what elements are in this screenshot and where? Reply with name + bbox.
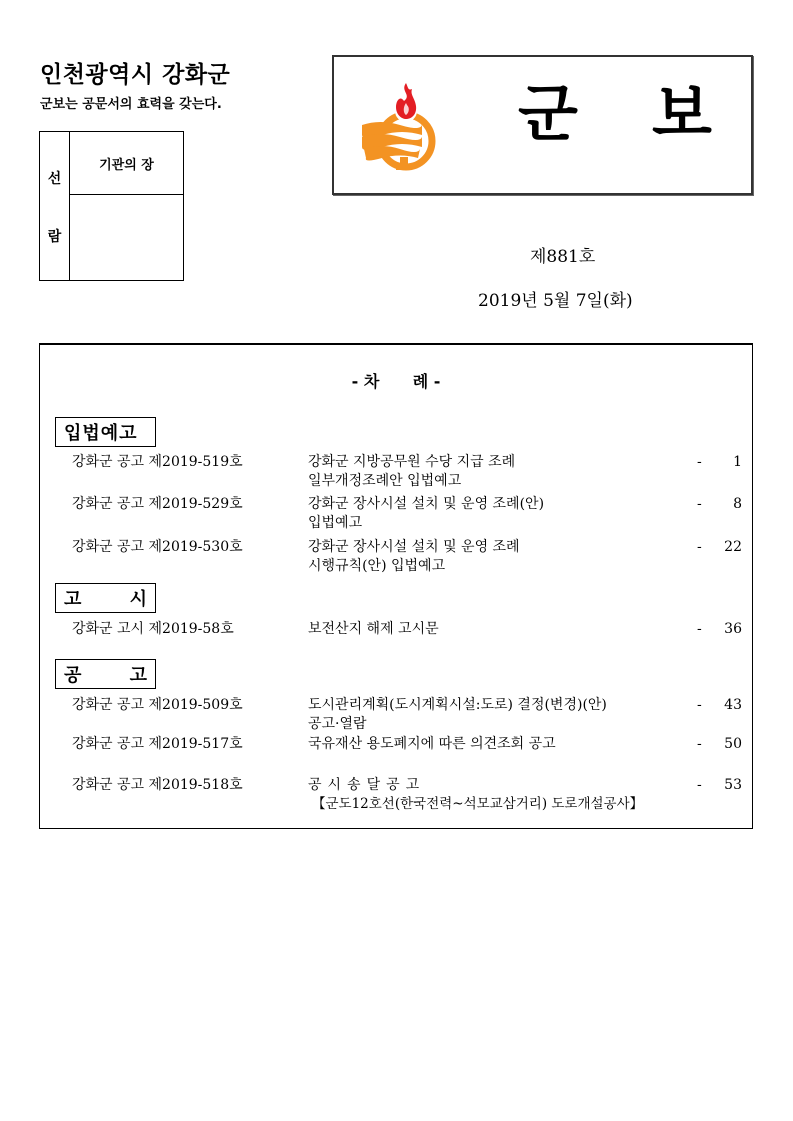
entry-dash: -: [697, 697, 702, 713]
entry-dash: -: [697, 777, 702, 793]
entry-title: 보전산지 해제 고시문: [308, 621, 439, 637]
entry-page-number: 8: [733, 496, 742, 512]
entry-reference: 강화군 공고 제2019-517호: [72, 736, 243, 752]
toc-title: - 차 례 -: [351, 372, 441, 391]
entry-page-number: 22: [724, 539, 742, 555]
entry-dash: -: [697, 621, 702, 637]
entry-page-number: 53: [724, 777, 742, 793]
section-label-legislative-notice: 입법예고: [55, 417, 156, 447]
entry-page-number: 1: [733, 454, 742, 470]
section-label-public-notice: [55, 583, 156, 613]
entry-title: 강화군 장사시설 설치 및 운영 조례(안): [308, 496, 545, 512]
section-label-char-2: 시: [129, 589, 147, 610]
entry-title-continued: 일부개정조례안 입법예고: [308, 473, 462, 489]
entry-title: 강화군 지방공무원 수당 지급 조례: [308, 454, 516, 470]
entry-title: 국유재산 용도폐지에 따른 의견조회 공고: [308, 736, 556, 752]
entry-title: 강화군 장사시설 설치 및 운영 조례: [308, 539, 520, 555]
section-label-char-2: 고: [129, 665, 147, 686]
entry-reference: 강화군 공고 제2019-509호: [72, 697, 243, 713]
entry-title: 공시송달공고: [308, 777, 426, 793]
section-label-announcement: [55, 659, 156, 689]
entry-page-number: 43: [724, 697, 742, 713]
table-of-contents: [39, 343, 753, 829]
issue-number: 제881호: [530, 247, 596, 267]
entry-dash: -: [697, 539, 702, 555]
entry-page-number: 50: [724, 736, 742, 752]
entry-title-continued: 시행규칙(안) 입법예고: [308, 558, 446, 574]
review-side-char-2: 람: [47, 229, 62, 245]
legal-effect-notice: 군보는 공문서의 효력을 갖는다.: [40, 97, 222, 112]
entry-dash: -: [697, 454, 702, 470]
entry-reference: 강화군 공고 제2019-529호: [72, 496, 243, 512]
entry-reference: 강화군 공고 제2019-530호: [72, 539, 243, 555]
section-label-char-1: 고: [64, 589, 82, 610]
issue-date: 2019년 5월 7일(화): [478, 291, 633, 311]
review-side-char-1: 선: [47, 171, 62, 187]
masthead-title-char-1: 군: [518, 77, 578, 150]
entry-title-continued: 입법예고: [308, 515, 363, 531]
review-approval-box: [39, 131, 184, 281]
entry-title-continued: 공고·열람: [308, 716, 367, 732]
entry-reference: 강화군 공고 제2019-519호: [72, 454, 243, 470]
entry-dash: -: [697, 496, 702, 512]
masthead-title-char-2: 보: [652, 77, 712, 150]
entry-reference: 강화군 고시 제2019-58호: [72, 621, 234, 637]
bulletin-masthead: [332, 55, 753, 195]
gangwha-county-emblem-icon: [360, 81, 446, 173]
entry-title: 도시관리계획(도시계획시설:도로) 결정(변경)(안): [308, 697, 607, 713]
agency-head-label: 기관의 장: [70, 132, 183, 195]
entry-dash: -: [697, 736, 702, 752]
entry-title-continued: 【군도12호선(한국전력~석모교삼거리) 도로개설공사】: [312, 796, 644, 812]
section-label-char-1: 공: [64, 665, 82, 686]
organization-name: 인천광역시 강화군: [40, 62, 231, 88]
review-side-label: [40, 132, 70, 280]
entry-reference: 강화군 공고 제2019-518호: [72, 777, 243, 793]
entry-page-number: 36: [724, 621, 742, 637]
